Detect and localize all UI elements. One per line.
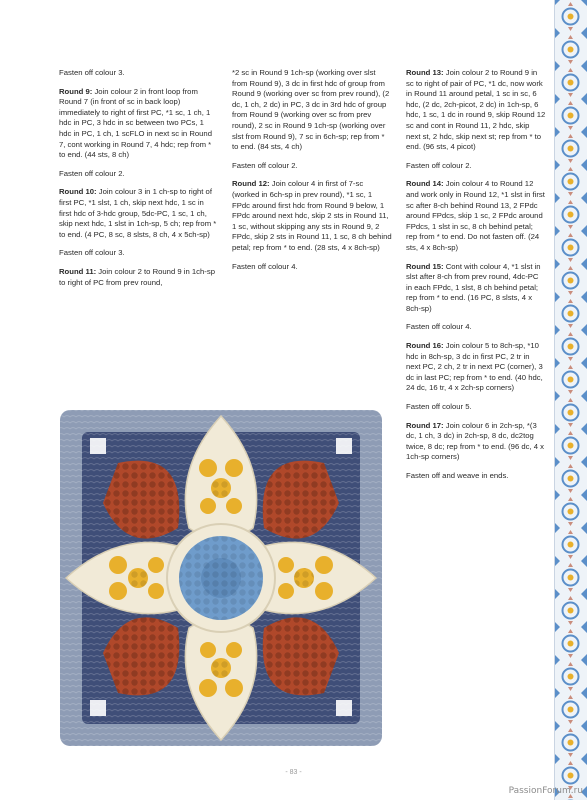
instruction-paragraph: [406, 179, 546, 253]
instruction-text: Join colour 4 to Round 12 and work only in Round 12, *1 slst in first sc after 8-ch behind Round 13, 2 FPdc around FPdcs, skip 1 sc, 2 FPdc around FPdcs, 1 slst in sc, 8 ch behind petal; rep from * to end. Do not fasten off. (24 sts, 4 x 8ch-sp): [406, 179, 545, 252]
instruction-paragraph: [406, 161, 546, 172]
instruction-text: Fasten off colour 5.: [406, 402, 472, 412]
instruction-text: Fasten off colour 2.: [59, 168, 125, 178]
instruction-paragraph: [59, 187, 217, 240]
text-column-2: [232, 68, 392, 280]
instruction-text: Join colour 2 to Round 9 in sc to right of pair of PC, *1 dc, now work in Round 11 around petal, 1 sc in sc, 6 hdc, (2 dc, 2ch-picot, 2 dc) in 1ch-sp, 6 hdc, 1 sc, 1 dc in round 9, skip Round 12 sc and cont in Round 11, 2 hdc, skip next st, 2 hdc, skip next st; rep from * to end. (96 sts, 4 picot): [406, 68, 546, 152]
round-heading: Round 10:: [59, 187, 97, 197]
instruction-paragraph: [406, 402, 546, 413]
page-number: - 83 -: [285, 769, 302, 776]
instruction-text: Fasten off colour 3.: [59, 248, 125, 258]
decorative-tile-border: [554, 0, 587, 800]
round-heading: Round 11:: [59, 266, 97, 276]
round-heading: Round 13:: [406, 68, 444, 77]
instruction-text: Cont with colour 4, *1 slst in slst after 8-ch from prev round, 4dc-PC in each FPdc, 1 slst, 8 ch behind petal; rep from * to end. (16 PC, 8 slsts, 4 x 8ch-sp): [406, 261, 541, 313]
instruction-text: *2 sc in Round 9 1ch-sp (working over slst from Round 9), 3 dc in first hdc of group from Round 9 (working over sc from prev round), (2 dc, 1 ch, 2 dc) in PC, 3 dc in 3rd hdc of group from Round 9 (working over sc from prev round), 2 sc in Round 9 1ch-sp (working over slst from Round 9), 7 sc in 6ch-sp; rep from * to end. (84 sts, 4 ch): [232, 68, 390, 152]
round-heading: Round 14:: [406, 179, 444, 189]
instruction-text: Fasten off colour 3.: [59, 68, 125, 77]
instruction-paragraph: [59, 248, 217, 259]
instruction-text: Join colour 2 in front loop from Round 7 (in front of sc in back loop) immediately to right of first PC, *1 sc, 1 ch, 1 hdc in PC, 3 hdc in sc between two PCs, 1 hdc in PC, 1 ch, 1 scFLO in next sc in Round 7, cont working in Round 7, 4 hdc; rep from * to end. (44 sts, 8 ch): [59, 86, 212, 160]
round-heading: Round 12:: [232, 179, 270, 189]
instruction-text: Fasten off and weave in ends.: [406, 471, 509, 480]
instruction-text: Join colour 4 in first of 7-sc (worked in 6ch-sp in prev round), *1 sc, 1 FPdc around first hdc from Round 9 below, 1 FPdc around next hdc, skip 2 sts in Round 11, 1 sc, without skipping any sts in Round 9, 2 FPdc, skip 2 sts in Round 11, 1 sc, 8 ch behind petal; rep from * to end. (28 sts, 4 x 8ch-sp): [232, 179, 392, 252]
instruction-paragraph: [59, 68, 217, 79]
instruction-paragraph: [406, 421, 546, 463]
instruction-text: Fasten off colour 4.: [406, 322, 472, 332]
round-heading: Round 9:: [59, 86, 93, 96]
instruction-paragraph: [232, 161, 392, 172]
instruction-paragraph: [232, 68, 392, 153]
instruction-text: Join colour 2 to Round 9 in 1ch-sp to right of PC from prev round,: [59, 266, 215, 287]
instruction-paragraph: [406, 322, 546, 333]
instruction-paragraph: [232, 179, 392, 253]
instruction-paragraph: [59, 267, 217, 288]
round-heading: Round 16:: [406, 341, 444, 351]
crochet-square-photo: [58, 408, 384, 748]
text-column-3: [406, 68, 546, 490]
instruction-paragraph: [406, 68, 546, 153]
instruction-paragraph: [59, 169, 217, 180]
instruction-text: Fasten off colour 2.: [406, 160, 472, 170]
round-heading: Round 15:: [406, 261, 444, 271]
instruction-text: Join colour 5 to 8ch-sp, *10 hdc in 8ch-sp, 3 dc in first PC, 2 tr in next PC, 2 ch, 2 tr in next PC (corner), 3 dc in last PC; rep from * to end. (40 hdc, 24 dc, 16 tr, 4 x 2ch-sp corners): [406, 341, 543, 393]
instruction-paragraph: [406, 471, 546, 482]
text-column-1: [59, 68, 217, 296]
instruction-paragraph: [406, 262, 546, 315]
instruction-text: Join colour 3 in 1 ch-sp to right of first PC, *1 slst, 1 ch, skip next hdc, 1 sc in first hdc of 3-hdc group, 5dc-PC, 1 sc, 1 ch, skip next hdc, 1 slst in 1ch-sp, 5 ch; rep from * to end. (4 PC, 8 sc, 8 slsts, 8 ch, 4 x 5ch-sp): [59, 187, 217, 239]
instruction-paragraph: [59, 87, 217, 161]
instruction-text: Join colour 6 in 2ch-sp, *(3 dc, 1 ch, 3 dc) in 2ch-sp, 8 dc, dc2tog twice, 8 dc; rep from * to end. (96 dc, 4 x 1ch-sp corners): [406, 420, 545, 462]
instruction-text: Fasten off colour 2.: [232, 160, 298, 170]
instruction-paragraph: [232, 262, 392, 273]
round-heading: Round 17:: [406, 420, 444, 430]
instruction-paragraph: [406, 341, 546, 394]
watermark: PassionForum.ru: [508, 786, 583, 796]
instruction-text: Fasten off colour 4.: [232, 261, 298, 271]
